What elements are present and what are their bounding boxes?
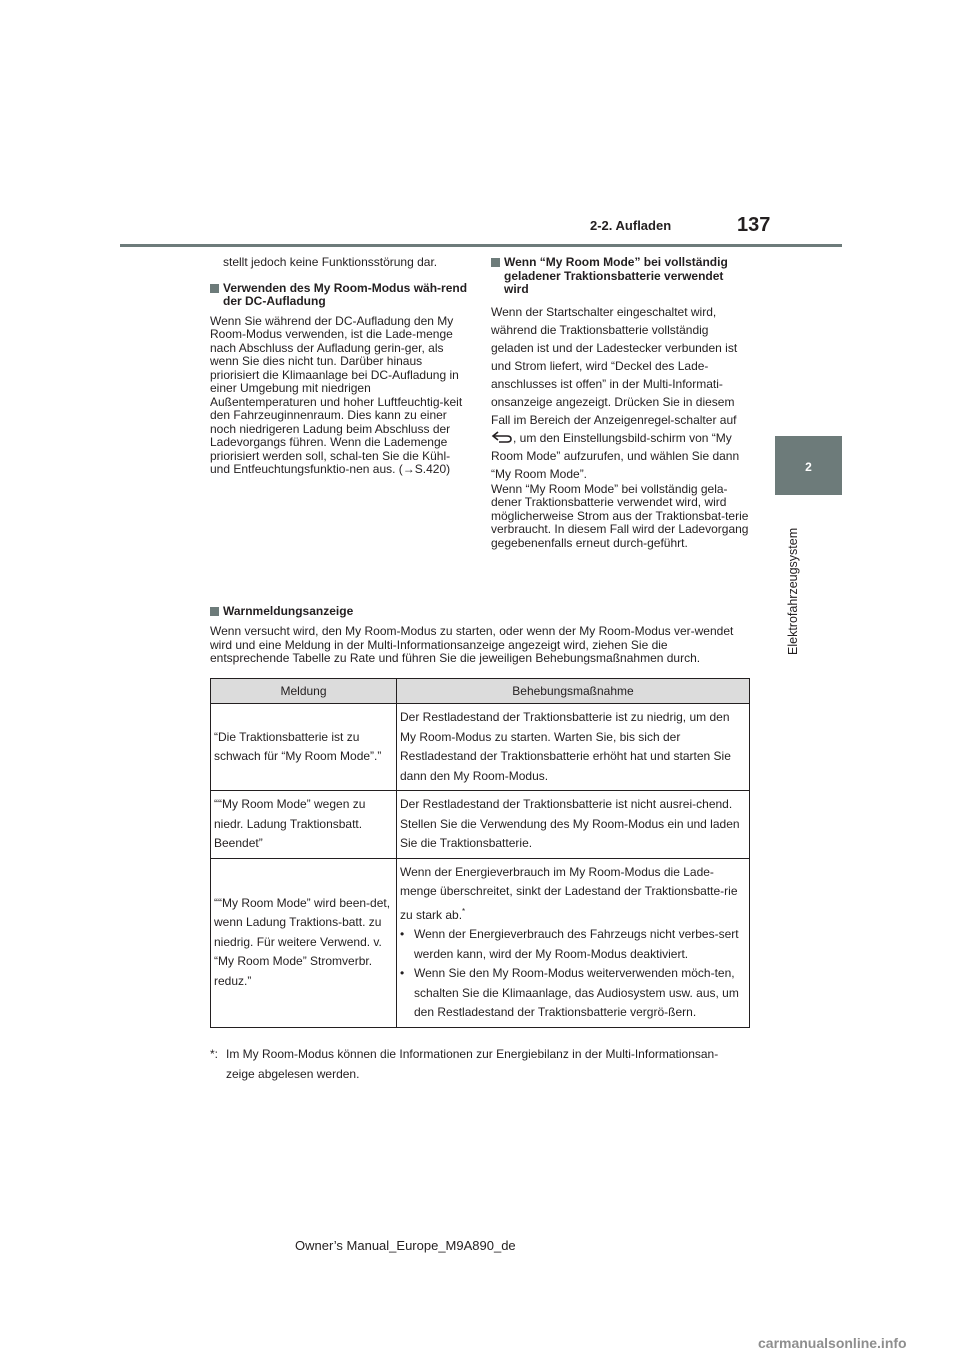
dc-charging-heading-text: Verwenden des My Room-Modus wäh-rend der DC-Aufladung [223,280,468,308]
table-header-row [211,679,750,704]
remedy-cell: Der Restladestand der Traktionsbatterie ist zu niedrig, um den My Room-Modus zu starten. Warten Sie, bis sich der Restladestand der Traktionsbatterie erhöht hat und starten Sie dann den My Room-Modus. [397,704,750,791]
table-row [211,704,750,791]
header-rule [120,244,842,247]
message-cell: “Die Traktionsbatterie ist zu schwach für “My Room Mode”.” [211,704,397,791]
square-bullet-icon [210,284,219,293]
footnote-text-2: zeige abgelesen werden. [226,1067,360,1081]
column-header-message: Meldung [211,679,397,704]
page-number: 137 [737,214,771,236]
bullet-dot: • [400,966,405,980]
footnote-text-1: Im My Room-Modus können die Informationen zur Energiebilanz in der Multi-Informationsan- [226,1047,719,1061]
full-battery-heading-text: Wenn “My Room Mode” bei vollständig geladener Traktionsbatterie verwendet wird [504,255,728,296]
footnote-marker: *: [210,1047,219,1061]
remedy-bullet [400,964,746,1023]
warning-message-table [210,678,750,1028]
chapter-label-text: Elektrofahrzeugsystem [786,527,800,655]
full-battery-text [491,303,751,483]
remedy-bullet-text: Wenn Sie den My Room-Modus weiterverwenden möch-ten, schalten Sie die Klimaanlage, das Audiosystem usw. aus, um den Restladestand der Traktionsbatterie vergrö-ßern. [414,966,739,1019]
full-battery-text-part1: Wenn der Startschalter eingeschaltet wird, während die Traktionsbatterie vollständig geladen ist und der Ladestecker verbunden ist und Strom liefert, wird “Deckel des Lade-anschlusses ist offen” in der Multi-Informati-onsanzeige angezeigt. Drücken Sie in diesem Fall im Bereich der Anzeigenregel-schalter auf [491,304,738,427]
section-title: 2-2. Aufladen [590,218,672,233]
full-battery-text-part2: , um den Einstellungsbild-schirm von “My Room Mode” aufzurufen, und wählen Sie dann “My Room Mode”. [491,430,740,481]
remedy-text [400,863,746,926]
warning-heading [210,605,750,619]
warning-heading-text: Warnmeldungsanzeige [223,604,354,618]
chapter-tab [775,436,842,495]
square-bullet-icon [210,607,219,616]
remedy-bullet-text: Wenn der Energieverbrauch des Fahrzeugs nicht verbes-sert werden kann, wird der My Room-Modus deaktiviert. [414,927,739,961]
full-battery-text-2: Wenn “My Room Mode” bei vollständig gela-dener Traktionsbatterie verwendet wird, wird möglicherweise Strom aus der Traktionsbat-terie verbraucht. In diesem Fall wird der Ladevorgang gegebenenfalls erneut durch-geführt. [491,481,749,550]
remedy-cell: Der Restladestand der Traktionsbatterie ist nicht ausrei-chend. Stellen Sie die Verwendung des My Room-Modus ein und laden Sie die Traktionsbatterie. [397,791,750,859]
return-arrow-icon [491,430,513,444]
footnote [210,1044,755,1084]
dc-charging-text: Wenn Sie während der DC-Aufladung den My Room-Modus verwenden, ist die Lade-menge nach Abschluss der Aufladung gerin-ger, als wenn Sie dies nicht tun. Darüber hinaus priorisiert die Klimaanlage bei DC-Aufladung in einer Umgebung mit niedrigen Außentemperaturen und hoher Luftfeuchtig-keit den Fahrzeuginnenraum. Dies kann zu einer noch niedrigeren Ladung beim Abschluss der Ladevorgangs führen. Wenn die Lademenge priorisiert werden soll, schal-ten Sie die Kühl- und Entfeuchtungsfunktio-nen aus. (→S.420) [210,313,463,476]
left-column [210,256,468,485]
footnote-line-1 [210,1044,755,1064]
continued-text: stellt jedoch keine Funktionsstörung dar. [223,255,438,269]
table-row [211,858,750,1027]
chapter-label [786,505,804,655]
bullet-dot: • [400,927,405,941]
remedy-text-body: Wenn der Energieverbrauch im My Room-Modus die Lade-menge überschreitet, sinkt der Ladestand der Traktionsbatte-rie zu stark ab. [400,864,738,922]
manual-footer: Owner’s Manual_Europe_M9A890_de [295,1238,516,1253]
warning-intro: Wenn versucht wird, den My Room-Modus zu starten, oder wenn der My Room-Modus ver-wendet wird und eine Meldung in der Multi-Informationsanzeige angezeigt wird, ziehen Sie die entsprechende Tabelle zu Rate und führen Sie die jeweiligen Behebungsmaßnahmen durch. [210,624,734,665]
right-column [491,256,751,558]
table-row [211,791,750,859]
square-bullet-icon [491,258,500,267]
footnote-marker: * [462,906,466,916]
message-cell: ““My Room Mode” wird been-det, wenn Ladung Traktions-batt. zu niedrig. Für weitere Verwend. v. “My Room Mode” Stromverbr. reduz.” [211,858,397,1027]
message-cell: ““My Room Mode” wegen zu niedr. Ladung Traktionsbatt. Beendet” [211,791,397,859]
column-header-remedy: Behebungsmaßnahme [397,679,750,704]
watermark: carmanualsonline.info [758,1335,907,1351]
chapter-number: 2 [805,460,812,474]
remedy-bullet [400,925,746,964]
dc-charging-heading [210,282,468,309]
remedy-cell [397,858,750,1027]
full-battery-heading [491,256,751,297]
